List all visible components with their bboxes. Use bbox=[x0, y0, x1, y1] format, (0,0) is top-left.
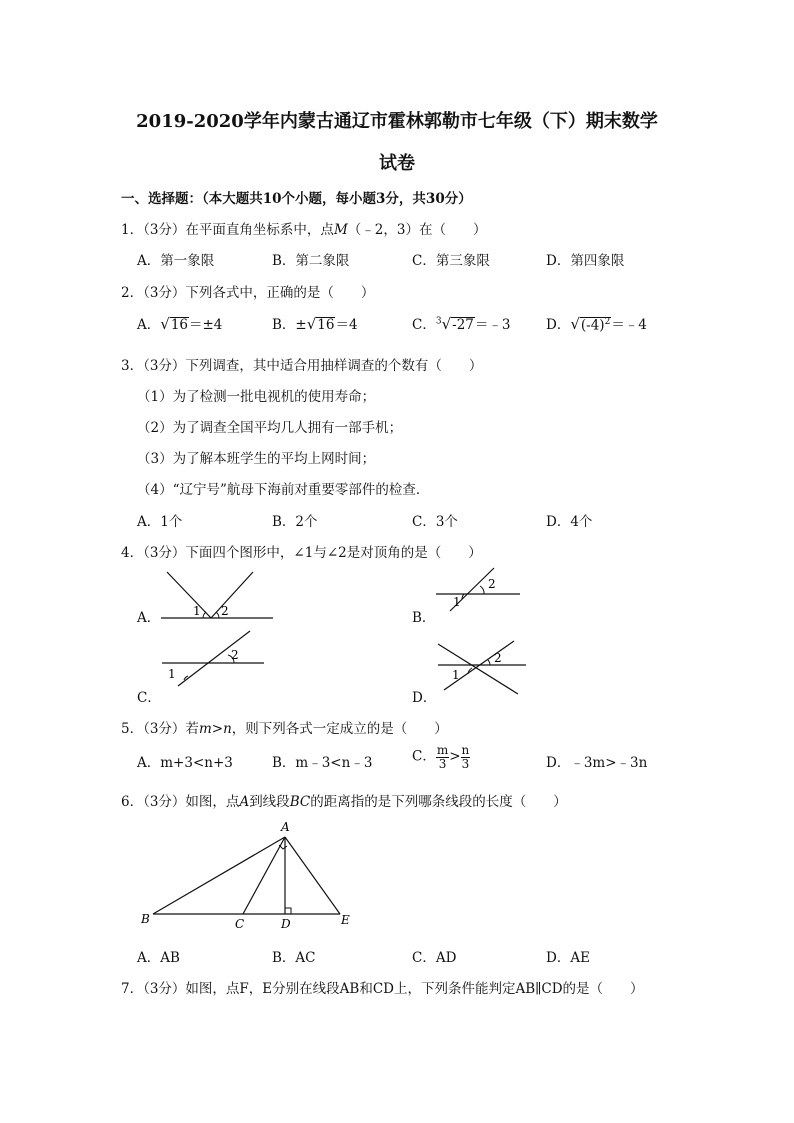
q4d-angle2-label: 2 bbox=[494, 651, 502, 665]
q6-stem: 6．（3分）如图，点A到线段BC的距离指的是下列哪条线段的长度（ ） bbox=[121, 794, 567, 810]
q6-point-e: E bbox=[341, 913, 350, 927]
q4-figure-a bbox=[155, 568, 280, 623]
q3-option-a: A．1个 bbox=[137, 514, 183, 530]
q2-option-d: D．$√(-4)^2=﹣4$ bbox=[546, 315, 647, 333]
q6-triangle-figure bbox=[135, 815, 365, 935]
q1-stem-var: M bbox=[333, 222, 348, 238]
q3-item-2: （2）为了调查全国平均几人拥有一部手机； bbox=[137, 420, 403, 436]
q4a-angle2-label: 2 bbox=[221, 604, 229, 618]
q6-option-d: D．AE bbox=[546, 950, 590, 966]
q2-option-c: C．$^3$√-27＝﹣3 bbox=[412, 315, 511, 333]
q5-option-c: C． $\frac{m}{3}$ > $\frac{n}{3}$ bbox=[412, 743, 470, 771]
q4-label-c: C． bbox=[137, 690, 161, 706]
q3-option-b: B．2个 bbox=[272, 514, 318, 530]
q4d-angle1-label: 1 bbox=[452, 668, 460, 682]
exam-title-line1: 2019-2020学年内蒙古通辽市霍林郭勒市七年级（下）期末数学 bbox=[136, 111, 658, 132]
q6-option-c: C．AD bbox=[412, 950, 457, 966]
q4b-angle2-label: 2 bbox=[488, 577, 496, 591]
q4-label-a: A． bbox=[137, 610, 161, 626]
q6-option-b: B．AC bbox=[272, 950, 316, 966]
q3-item-3: （3）为了解本班学生的平均上网时间； bbox=[137, 451, 376, 467]
q1-option-c: C．第三象限 bbox=[412, 253, 490, 269]
q6-point-b: B bbox=[141, 912, 150, 926]
q5-option-d: D．﹣3m>﹣3n bbox=[546, 755, 648, 771]
q4-label-b: B． bbox=[412, 610, 436, 626]
q5-stem: 5．（3分）若m>n，则下列各式一定成立的是（ ） bbox=[121, 721, 448, 737]
q4a-angle1-label: 1 bbox=[193, 604, 201, 618]
q1-stem-post: （﹣2，3）在（ ） bbox=[347, 222, 487, 238]
q4-label-d: D． bbox=[412, 690, 437, 706]
q6-point-c: C bbox=[235, 917, 245, 931]
q3-option-c: C．3个 bbox=[412, 514, 458, 530]
q4c-angle1-label: 1 bbox=[168, 667, 176, 681]
q6-option-a: A．AB bbox=[137, 950, 180, 966]
q7-stem: 7．（3分）如图，点F，E分别在线段AB和CD上，下列条件能判定AB∥CD的是（ ） bbox=[121, 981, 644, 997]
q4-stem: 4．（3分）下面四个图形中，∠1与∠2是对顶角的是（ ） bbox=[121, 545, 482, 561]
q2-stem: 2．（3分）下列各式中，正确的是（ ） bbox=[121, 285, 375, 301]
q1-option-b: B．第二象限 bbox=[272, 253, 350, 269]
q4b-angle1-label: 1 bbox=[453, 595, 461, 609]
q3-option-d: D．4个 bbox=[546, 514, 593, 530]
q3-stem: 3．（3分）下列调查，其中适合用抽样调查的个数有（ ） bbox=[121, 358, 483, 374]
q1-option-a: A．第一象限 bbox=[137, 253, 215, 269]
q1-stem bbox=[121, 218, 486, 238]
q3-item-1: （1）为了检测一批电视机的使用寿命； bbox=[137, 389, 376, 405]
q2-option-b: B．±√16＝4 bbox=[272, 315, 358, 333]
section-heading: 一、选择题：（本大题共10个小题，每小题3分，共30分） bbox=[121, 191, 472, 207]
q5-option-b: B．m﹣3<n﹣3 bbox=[272, 755, 373, 771]
q4c-angle2-label: 2 bbox=[231, 648, 239, 662]
q3-item-4: （4）“辽宁号”航母下海前对重要零部件的检查． bbox=[137, 482, 430, 498]
q1-stem-pre: 1．（3分）在平面直角坐标系中，点 bbox=[121, 222, 334, 238]
q4-figure-d bbox=[432, 638, 528, 698]
q6-point-d: D bbox=[281, 917, 291, 931]
exam-title-line2: 试卷 bbox=[379, 153, 415, 174]
q4-figure-c bbox=[158, 628, 268, 688]
q6-point-a: A bbox=[281, 820, 290, 834]
q5-option-a: A．m+3<n+3 bbox=[137, 755, 233, 771]
q4-figure-b bbox=[432, 565, 527, 615]
q1-option-d: D．第四象限 bbox=[546, 253, 625, 269]
q2-option-a: A．√16＝±4 bbox=[137, 315, 223, 333]
